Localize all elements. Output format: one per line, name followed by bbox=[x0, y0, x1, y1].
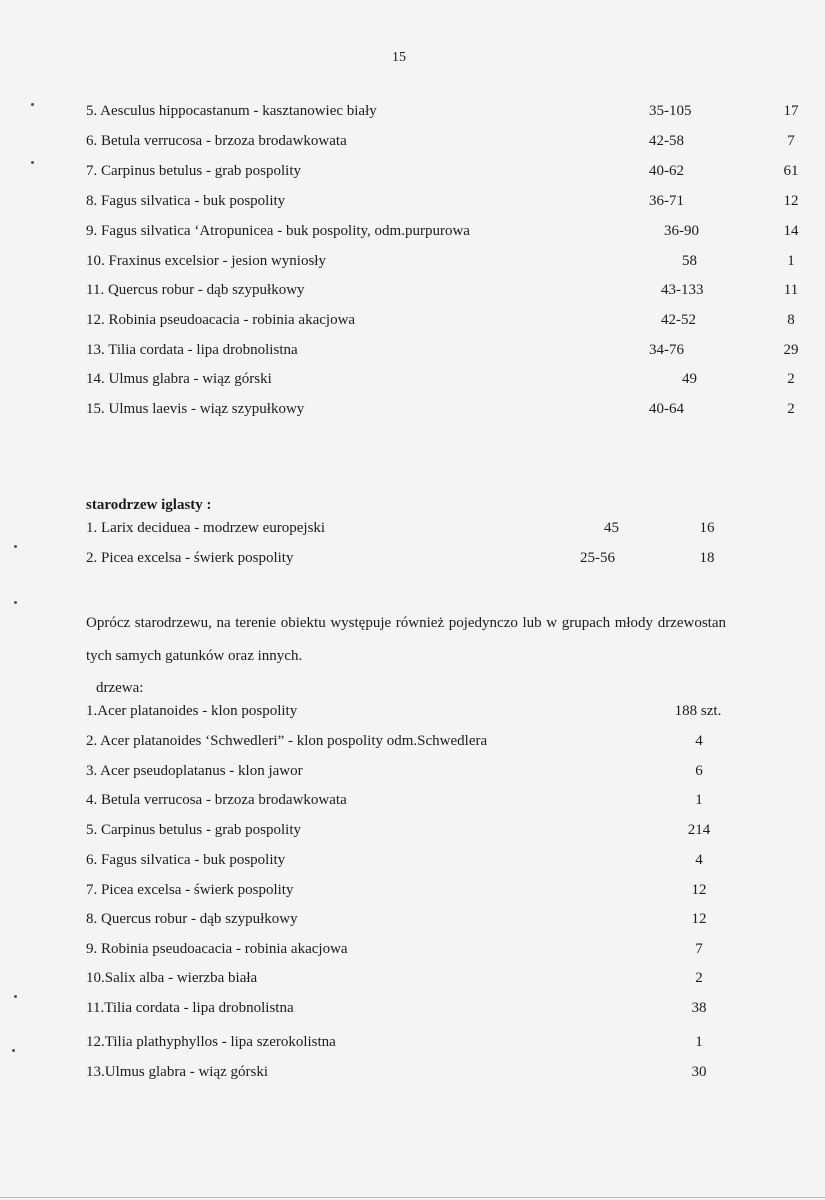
diameter-range: 58 bbox=[682, 253, 697, 269]
tree-count: 1 bbox=[695, 792, 703, 808]
tree-count: 7 bbox=[695, 941, 703, 957]
tree-count: 4 bbox=[695, 733, 703, 749]
list-item bbox=[86, 1034, 746, 1056]
species-name: 11.Tilia cordata - lipa drobnolistna bbox=[86, 1000, 294, 1016]
page-edge bbox=[0, 1197, 825, 1198]
species-name: 2. Picea excelsa - świerk pospolity bbox=[86, 550, 294, 566]
tree-count: 2 bbox=[695, 970, 703, 986]
species-name: 15. Ulmus laevis - wiąz szypułkowy bbox=[86, 401, 305, 417]
table-row bbox=[86, 282, 799, 304]
list-item bbox=[86, 882, 746, 904]
list-item bbox=[86, 911, 746, 933]
tree-count: 12 bbox=[783, 193, 799, 209]
species-name: 6. Betula verrucosa - brzoza brodawkowata bbox=[86, 133, 347, 149]
diameter-range: 42-58 bbox=[649, 133, 684, 149]
species-name: 7. Picea excelsa - świerk pospolity bbox=[86, 882, 294, 898]
table-row bbox=[86, 342, 799, 364]
table-row bbox=[86, 103, 799, 125]
scan-speck bbox=[12, 1049, 15, 1052]
table-row bbox=[86, 312, 795, 334]
species-name: 14. Ulmus glabra - wiąz górski bbox=[86, 371, 272, 387]
tree-count: 4 bbox=[695, 852, 703, 868]
table-row bbox=[86, 550, 746, 572]
list-item bbox=[86, 1064, 746, 1086]
species-name: 6. Fagus silvatica - buk pospolity bbox=[86, 852, 286, 868]
tree-count: 17 bbox=[783, 103, 799, 119]
diameter-range: 40-62 bbox=[649, 163, 684, 179]
table-row bbox=[86, 520, 746, 542]
tree-count: 30 bbox=[691, 1064, 707, 1080]
tree-count: 7 bbox=[787, 133, 795, 149]
scan-speck bbox=[31, 161, 34, 164]
species-name: 11. Quercus robur - dąb szypułkowy bbox=[86, 282, 305, 298]
species-name: 1.Acer platanoides - klon pospolity bbox=[86, 703, 298, 719]
tree-count: 61 bbox=[783, 163, 799, 179]
tree-count: 8 bbox=[787, 312, 795, 328]
table-row bbox=[86, 253, 795, 275]
diameter-range: 42-52 bbox=[661, 312, 696, 328]
list-item bbox=[86, 822, 746, 844]
scan-speck bbox=[14, 601, 17, 604]
tree-count: 14 bbox=[783, 223, 799, 239]
body-paragraph: Oprócz starodrzewu, na terenie obiektu występuje również pojedynczo lub w grupach młody drzewostan tych samych gatunków oraz innych. bbox=[86, 615, 726, 664]
species-name: 1. Larix deciduea - modrzew europejski bbox=[86, 520, 326, 536]
species-name: 7. Carpinus betulus - grab pospolity bbox=[86, 163, 301, 179]
tree-count: 18 bbox=[699, 550, 715, 566]
list-item bbox=[86, 970, 746, 992]
species-name: 12.Tilia plathyphyllos - lipa szerokolistna bbox=[86, 1034, 336, 1050]
trees-label: drzewa: bbox=[96, 680, 144, 696]
diameter-range: 36-71 bbox=[649, 193, 684, 209]
list-item bbox=[86, 792, 746, 814]
scan-speck bbox=[14, 545, 17, 548]
species-name: 10.Salix alba - wierzba biała bbox=[86, 970, 258, 986]
species-name: 2. Acer platanoides ‘Schwedleri” - klon pospolity odm.Schwedlera bbox=[86, 733, 488, 749]
diameter-range: 40-64 bbox=[649, 401, 684, 417]
tree-count: 1 bbox=[787, 253, 795, 269]
diameter-range: 34-76 bbox=[649, 342, 684, 358]
list-item bbox=[86, 1000, 746, 1022]
species-name: 4. Betula verrucosa - brzoza brodawkowata bbox=[86, 792, 347, 808]
table-row bbox=[86, 133, 795, 155]
diameter-range: 45 bbox=[604, 520, 619, 536]
tree-count: 16 bbox=[699, 520, 715, 536]
species-name: 13.Ulmus glabra - wiąz górski bbox=[86, 1064, 269, 1080]
species-name: 12. Robinia pseudoacacia - robinia akacjowa bbox=[86, 312, 356, 328]
tree-count: 11 bbox=[783, 282, 799, 298]
diameter-range: 36-90 bbox=[664, 223, 699, 239]
tree-count: 6 bbox=[695, 763, 703, 779]
tree-count: 2 bbox=[787, 371, 795, 387]
list-item bbox=[86, 733, 746, 755]
table-row bbox=[86, 371, 795, 393]
species-name: 8. Quercus robur - dąb szypułkowy bbox=[86, 911, 298, 927]
tree-count: 12 bbox=[691, 882, 707, 898]
species-name: 9. Fagus silvatica ‘Atropunicea - buk pospolity, odm.purpurowa bbox=[86, 223, 470, 239]
list-item bbox=[86, 703, 746, 725]
diameter-range: 25-56 bbox=[580, 550, 615, 566]
tree-count: 1 bbox=[695, 1034, 703, 1050]
tree-count: 29 bbox=[783, 342, 799, 358]
tree-count: 12 bbox=[691, 911, 707, 927]
species-name: 10. Fraxinus excelsior - jesion wyniosły bbox=[86, 253, 326, 269]
table-row bbox=[86, 193, 799, 215]
tree-count: 214 bbox=[687, 822, 711, 838]
diameter-range: 35-105 bbox=[649, 103, 692, 119]
scan-speck bbox=[31, 103, 34, 106]
table-row bbox=[86, 401, 795, 423]
tree-count: 38 bbox=[691, 1000, 707, 1016]
species-name: 8. Fagus silvatica - buk pospolity bbox=[86, 193, 286, 209]
list-item bbox=[86, 852, 746, 874]
species-name: 13. Tilia cordata - lipa drobnolistna bbox=[86, 342, 298, 358]
tree-count: 188 szt. bbox=[674, 703, 722, 719]
species-name: 5. Aesculus hippocastanum - kasztanowiec biały bbox=[86, 103, 377, 119]
species-name: 5. Carpinus betulus - grab pospolity bbox=[86, 822, 301, 838]
diameter-range: 49 bbox=[682, 371, 697, 387]
scan-speck bbox=[14, 995, 17, 998]
table-row bbox=[86, 163, 799, 185]
list-item bbox=[86, 941, 746, 963]
species-name: 3. Acer pseudoplatanus - klon jawor bbox=[86, 763, 303, 779]
page-number: 15 bbox=[392, 50, 406, 65]
tree-count: 2 bbox=[787, 401, 795, 417]
table-row bbox=[86, 223, 799, 245]
species-name: 9. Robinia pseudoacacia - robinia akacjowa bbox=[86, 941, 348, 957]
list-item bbox=[86, 763, 746, 785]
section-heading: starodrzew iglasty : bbox=[86, 497, 212, 513]
diameter-range: 43-133 bbox=[661, 282, 704, 298]
